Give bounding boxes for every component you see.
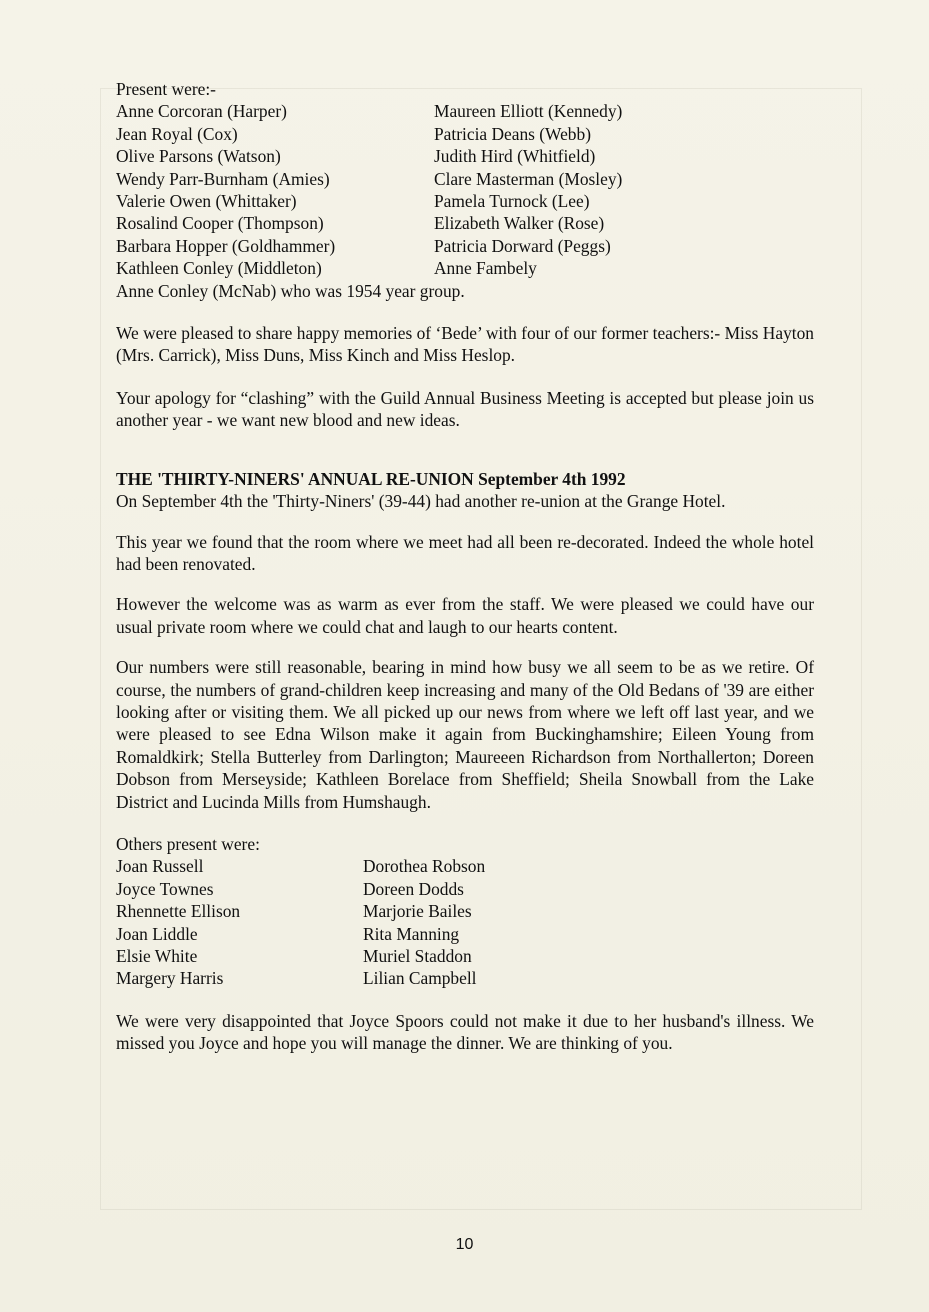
name-right: Pamela Turnock (Lee) <box>434 191 590 212</box>
name-left: Joyce Townes <box>116 878 214 899</box>
name-left: Joan Liddle <box>116 923 198 944</box>
name-right: Elizabeth Walker (Rose) <box>434 213 605 234</box>
name-left: Olive Parsons (Watson) <box>116 146 281 167</box>
name-right: Muriel Staddon <box>363 946 472 966</box>
name-left: Jean Royal (Cox) <box>116 123 238 144</box>
name-row <box>116 100 814 122</box>
name-row <box>116 257 814 279</box>
name-left: Margery Harris <box>116 968 224 989</box>
name-right: Clare Masterman (Mosley) <box>434 168 623 189</box>
reunion-intro: On September 4th the 'Thirty-Niners' (39-44) had another re-union at the Grange Hotel. <box>116 491 726 512</box>
name-row <box>116 855 814 877</box>
present-heading: Present were:- <box>116 79 216 99</box>
reunion-paragraph-numbers: Our numbers were still reasonable, bearing in mind how busy we all seem to be as we retire. Of course, the numbers of grand-children keep increasing and many of the Old Bedans of '39 are either looking after or visiting them. We all picked up our news from where we left off last year, and we were pleased to see Edna Wilson make it again from Buckinghamshire; Eileen Young from Romaldkirk; Stella Butterley from Darlington; Maureeen Richardson from Northallerton; Doreen Dobson from Merseyside; Kathleen Borelace from Sheffield; Sheila Snowball from the Lake District and Lucinda Mills from Humshaugh. <box>116 657 814 812</box>
name-row <box>116 235 814 257</box>
name-row <box>116 212 814 234</box>
name-left: Rhennette Ellison <box>116 901 241 922</box>
name-right: Rita Manning <box>363 923 460 944</box>
name-left: Kathleen Conley (Middleton) <box>116 258 322 279</box>
page-number: 10 <box>455 1236 474 1253</box>
name-left: Rosalind Cooper (Thompson) <box>116 213 324 234</box>
name-right: Maureen Elliott (Kennedy) <box>434 101 623 122</box>
name-row <box>116 900 814 922</box>
name-right: Patricia Deans (Webb) <box>434 123 591 144</box>
name-right: Marjorie Bailes <box>363 901 472 922</box>
document-body <box>116 78 814 1055</box>
reunion-paragraph-redecorated: This year we found that the room where we meet had all been re-decorated. Indeed the whole hotel had been renovated. <box>116 531 814 574</box>
teachers-paragraph: We were pleased to share happy memories of ‘Bede’ with four of our former teachers:- Miss Hayton (Mrs. Carrick), Miss Duns, Miss Kinch and Miss Heslop. <box>116 323 814 366</box>
name-row <box>116 945 814 967</box>
name-right: Anne Fambely <box>434 258 537 279</box>
reunion-paragraph-welcome: However the welcome was as warm as ever from the staff. We were pleased we could have our usual private room where we could chat and laugh to our hearts content. <box>116 594 814 637</box>
name-right: Judith Hird (Whitfield) <box>434 146 596 167</box>
name-left: Valerie Owen (Whittaker) <box>116 191 297 212</box>
name-right: Doreen Dodds <box>363 878 464 899</box>
name-left: Barbara Hopper (Goldhammer) <box>116 235 336 256</box>
name-left: Elsie White <box>116 946 198 966</box>
name-row <box>116 123 814 145</box>
present-names-list <box>116 100 814 279</box>
name-left: Wendy Parr-Burnham (Amies) <box>116 168 330 189</box>
name-row <box>116 923 814 945</box>
name-right: Dorothea Robson <box>363 856 486 877</box>
name-row <box>116 168 814 190</box>
name-left: Joan Russell <box>116 856 204 877</box>
name-right: Patricia Dorward (Peggs) <box>434 235 611 256</box>
reunion-heading: THE 'THIRTY-NINERS' ANNUAL RE-UNION September 4th 1992 <box>116 468 626 489</box>
name-right: Lilian Campbell <box>363 968 477 989</box>
name-row <box>116 190 814 212</box>
name-row <box>116 145 814 167</box>
present-last-line: Anne Conley (McNab) who was 1954 year group. <box>116 280 465 301</box>
name-row <box>116 878 814 900</box>
closing-paragraph: We were very disappointed that Joyce Spoors could not make it due to her husband's illness. We missed you Joyce and hope you will manage the dinner. We are thinking of you. <box>116 1010 814 1054</box>
name-row <box>116 967 814 989</box>
apology-paragraph: Your apology for “clashing” with the Guild Annual Business Meeting is accepted but please join us another year - we want new blood and new ideas. <box>116 387 814 431</box>
name-left: Anne Corcoran (Harper) <box>116 101 287 122</box>
others-names-list <box>116 855 814 989</box>
others-heading: Others present were: <box>116 833 260 854</box>
